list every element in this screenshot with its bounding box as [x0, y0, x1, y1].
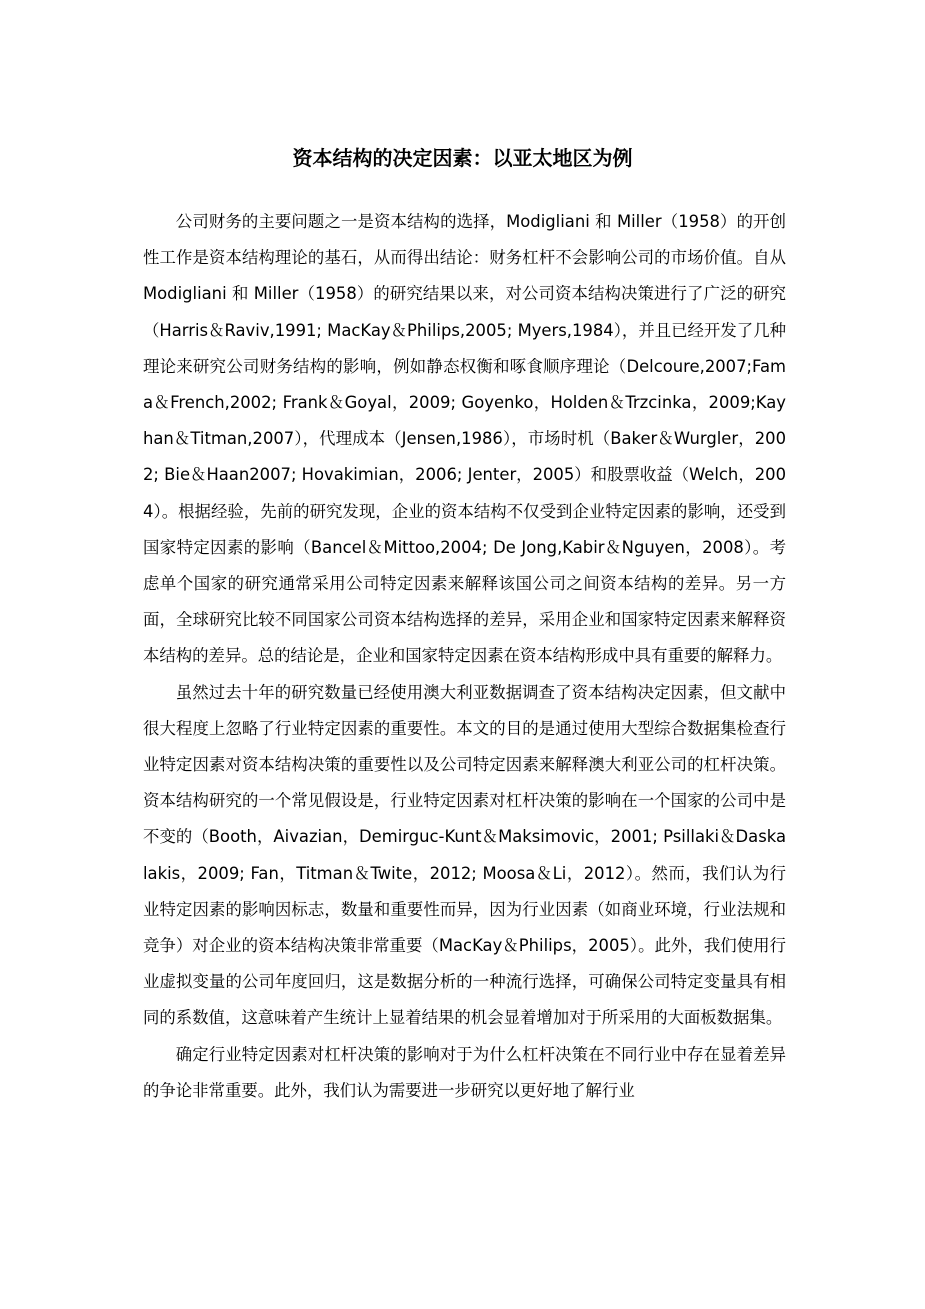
paragraph-2: 虽然过去十年的研究数量已经使用澳大利亚数据调查了资本结构决定因素，但文献中很大程度上忽略了行业特定因素的重要性。本文的目的是通过使用大型综合数据集检查行业特定因素对资本结构决策的重要性以及公司特定因素来解释澳大利亚公司的杠杆决策。资本结构研究的一个常见假设是，行业特定因素对杠杆决策的影响在一个国家的公司中是不变的（Booth，Aivazian，Demirguc-Kunt＆Maksimovic，2001; Psillaki＆Daskalakis，2009; Fan，Titman＆Twite，2012; Moosa＆Li，2012）。然而，我们认为行业特定因素的影响因标志，数量和重要性而异，因为行业因素（如商业环境，行业法规和竞争）对企业的资本结构决策非常重要（MacKay＆Philips，2005）。此外，我们使用行业虚拟变量的公司年度回归，这是数据分析的一种流行选择，可确保公司特定变量具有相同的系数值，这意味着产生统计上显着结果的机会显着增加对于所采用的大面板数据集。: [143, 682, 786, 1028]
document-title: 资本结构的决定因素：以亚太地区为例: [292, 146, 633, 170]
document-body: [143, 204, 786, 1109]
paragraph-1: 公司财务的主要问题之一是资本结构的选择，Modigliani 和 Miller（1958）的开创性工作是资本结构理论的基石，从而得出结论：财务杠杆不会影响公司的市场价值。自从 Modigliani 和 Miller（1958）的研究结果以来，对公司资本结构决策进行了广泛的研究（Harris＆Raviv,1991; MacKay＆Philips,2005; Myers,1984），并且已经开发了几种理论来研究公司财务结构的影响，例如静态权衡和啄食顺序理论（Delcoure,2007;Fama＆French,2002; Frank＆Goyal，2009; Goyenko，Holden＆Trzcinka，2009;Kayhan＆Titman,2007），代理成本（Jensen,1986），市场时机（Baker＆Wurgler，2002; Bie＆Haan2007; Hovakimian，2006; Jenter，2005）和股票收益（Welch，2004）。根据经验，先前的研究发现，企业的资本结构不仅受到企业特定因素的影响，还受到国家特定因素的影响（Bancel＆Mittoo,2004; De Jong,Kabir＆Nguyen，2008）。考虑单个国家的研究通常采用公司特定因素来解释该国公司之间资本结构的差异。另一方面，全球研究比较不同国家公司资本结构选择的差异，采用企业和国家特定因素来解释资本结构的差异。总的结论是，企业和国家特定因素在资本结构形成中具有重要的解释力。: [143, 212, 786, 666]
paragraph-3: 确定行业特定因素对杠杆决策的影响对于为什么杠杆决策在不同行业中存在显着差异的争论非常重要。此外，我们认为需要进一步研究以更好地了解行业: [143, 1044, 786, 1100]
